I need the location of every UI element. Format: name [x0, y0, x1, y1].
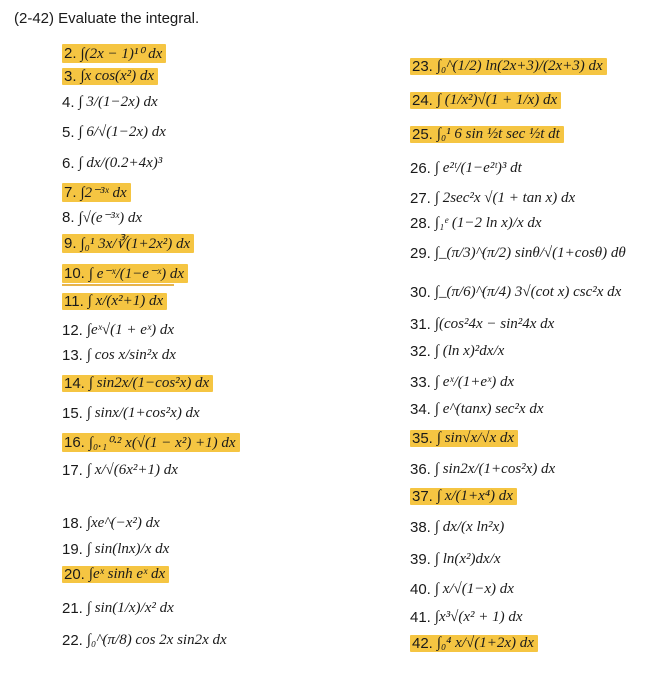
problem-number: 18.: [62, 515, 83, 532]
problem-number: 3.: [64, 68, 77, 85]
problem-item: [62, 264, 188, 283]
problem-number: 13.: [62, 347, 83, 364]
problem-number: 6.: [62, 155, 75, 172]
integral-expression: ∫ (ln x)²dx/x: [434, 343, 505, 359]
problem-number: 16.: [64, 434, 85, 451]
problem-item: [62, 183, 131, 202]
integral-expression: ∫ e^(tanx) sec²x dx: [434, 401, 544, 417]
integral-expression: ∫₀¹ 3x/∛(1+2x²) dx: [80, 236, 191, 252]
problem-number: 5.: [62, 124, 75, 141]
problem-number: 26.: [410, 160, 431, 177]
integral-expression: ∫ sin2x/(1−cos²x) dx: [88, 375, 210, 391]
problem-item: [410, 609, 523, 626]
problem-number: 11.: [64, 293, 84, 310]
problem-number: 37.: [412, 488, 433, 505]
integral-expression: ∫₁ᵉ (1−2 ln x)/x dx: [434, 215, 542, 231]
integral-expression: ∫ sin2x/(1+cos²x) dx: [434, 461, 556, 477]
problem-item: [410, 635, 538, 652]
problem-number: 4.: [62, 94, 75, 111]
problem-number: 14.: [64, 375, 85, 392]
problem-number: 32.: [410, 343, 431, 360]
problem-item: [410, 461, 555, 478]
integral-expression: ∫ x/√(1−x) dx: [434, 581, 514, 597]
problem-item: [410, 519, 504, 536]
problem-number: 39.: [410, 551, 431, 568]
integral-expression: ∫ e⁻ˣ/(1−e⁻ˣ) dx: [88, 266, 185, 282]
problem-item: [62, 405, 200, 422]
problem-item: [410, 190, 575, 207]
problem-item: [62, 375, 213, 392]
problem-item: [410, 374, 514, 391]
integral-expression: ∫ 3/(1−2x) dx: [78, 94, 158, 110]
integral-expression: ∫xe^(−x²) dx: [86, 515, 160, 531]
problem-number: 15.: [62, 405, 83, 422]
integral-expression: ∫ sin(lnx)/x dx: [86, 541, 170, 557]
problem-item: [62, 541, 169, 558]
page-title: (2-42) Evaluate the integral.: [14, 10, 200, 27]
problem-item: [410, 551, 501, 568]
problem-number: 22.: [62, 632, 83, 649]
problem-number: 40.: [410, 581, 431, 598]
problem-number: 8.: [62, 209, 75, 226]
problem-number: 33.: [410, 374, 431, 391]
problem-item: [410, 430, 518, 447]
problem-item: [62, 462, 178, 479]
problem-item: [410, 92, 561, 109]
problem-number: 2.: [64, 45, 77, 62]
problem-item: [62, 234, 194, 253]
problem-item: [410, 581, 514, 598]
problem-item: [62, 68, 158, 85]
problem-item: [62, 632, 227, 649]
problem-number: 42.: [412, 635, 433, 652]
problem-number: 17.: [62, 462, 83, 479]
integral-expression: ∫ sinx/(1+cos²x) dx: [86, 405, 200, 421]
integral-expression: ∫ cos x/sin²x dx: [86, 347, 176, 363]
integral-expression: ∫ 6/√(1−2x) dx: [78, 124, 166, 140]
integral-expression: ∫ eˣ/(1+eˣ) dx: [434, 374, 515, 390]
problem-item: [410, 126, 564, 143]
problem-number: 12.: [62, 322, 83, 339]
problem-number: 28.: [410, 215, 431, 232]
integral-expression: ∫ e²ᵗ/(1−e²ᵗ)³ dt: [434, 160, 522, 176]
problem-item: [62, 566, 169, 583]
integral-expression: ∫_(π/6)^(π/4) 3√(cot x) csc²x dx: [434, 284, 622, 300]
integral-expression: ∫₀^(1/2) ln(2x+3)/(2x+3) dx: [436, 58, 603, 74]
integral-expression: ∫₀^(π/8) cos 2x sin2x dx: [86, 632, 227, 648]
integral-expression: ∫ sin√x/√x dx: [436, 430, 515, 446]
problem-number: 19.: [62, 541, 83, 558]
problem-number: 29.: [410, 245, 431, 262]
problem-item: [410, 58, 607, 75]
integral-expression: ∫₀¹ 6 sin ½t sec ½t dt: [436, 126, 560, 142]
integral-expression: ∫ 2sec²x √(1 + tan x) dx: [434, 190, 576, 206]
problem-item: [410, 284, 621, 301]
integral-expression: ∫eˣ sinh eˣ dx: [88, 566, 166, 582]
problem-item: [62, 44, 166, 63]
integral-expression: ∫ x/(x²+1) dx: [87, 293, 164, 309]
integral-expression: ∫(cos²4x − sin²4x dx: [434, 316, 555, 332]
problem-item: [410, 316, 554, 333]
integral-expression: ∫₀⁴ x/√(1+2x) dx: [436, 635, 534, 651]
integral-expression: ∫ x/√(6x²+1) dx: [86, 462, 178, 478]
problem-item: [62, 208, 142, 227]
problem-number: 24.: [412, 92, 433, 109]
integral-expression: ∫ sin(1/x)/x² dx: [86, 600, 174, 616]
problem-number: 31.: [410, 316, 431, 333]
integral-expression: ∫2⁻³ˣ dx: [80, 185, 127, 201]
problem-number: 27.: [410, 190, 431, 207]
integral-expression: ∫ dx/(x ln²x): [434, 519, 505, 535]
problem-number: 36.: [410, 461, 431, 478]
problem-number: 21.: [62, 600, 83, 617]
problem-number: 38.: [410, 519, 431, 536]
problem-number: 10.: [64, 265, 85, 282]
problem-item: [62, 515, 160, 532]
integral-expression: ∫ ln(x²)dx/x: [434, 551, 501, 567]
problem-item: [62, 124, 166, 141]
integral-expression: ∫x cos(x²) dx: [80, 68, 155, 84]
problem-item: [62, 322, 174, 339]
problem-item: [62, 433, 240, 452]
problem-number: 20.: [64, 566, 85, 583]
integral-expression: ∫(2x − 1)¹⁰ dx: [80, 46, 163, 62]
problem-number: 7.: [64, 184, 77, 201]
integral-expression: ∫ dx/(0.2+4x)³: [78, 155, 163, 171]
integral-expression: ∫_(π/3)^(π/2) sinθ/√(1+cosθ) dθ: [434, 245, 626, 261]
integral-expression: ∫x³√(x² + 1) dx: [434, 609, 523, 625]
problem-item: [62, 293, 167, 310]
integral-expression: ∫eˣ√(1 + eˣ) dx: [86, 322, 175, 338]
problem-number: 34.: [410, 401, 431, 418]
problem-item: [410, 215, 542, 232]
problem-number: 25.: [412, 126, 433, 143]
problem-number: 30.: [410, 284, 431, 301]
integral-expression: ∫₀.₁⁰·² x(√(1 − x²) +1) dx: [88, 435, 236, 451]
problem-item: [410, 343, 504, 360]
integral-expression: ∫√(e⁻³ˣ) dx: [78, 210, 143, 226]
problem-number: 41.: [410, 609, 431, 626]
problem-item: [62, 600, 174, 617]
integral-expression: ∫ (1/x²)√(1 + 1/x) dx: [436, 92, 558, 108]
problem-item: [62, 347, 176, 364]
problem-number: 9.: [64, 235, 77, 252]
problem-number: 23.: [412, 58, 433, 75]
integral-expression: ∫ x/(1+x⁴) dx: [436, 488, 513, 504]
problem-item: [62, 155, 162, 172]
problem-item: [62, 94, 158, 111]
problem-item: [410, 160, 522, 177]
problem-item: [410, 245, 626, 262]
highlight-underline: [62, 284, 174, 286]
problem-number: 35.: [412, 430, 433, 447]
problem-item: [410, 488, 517, 505]
problem-item: [410, 401, 544, 418]
